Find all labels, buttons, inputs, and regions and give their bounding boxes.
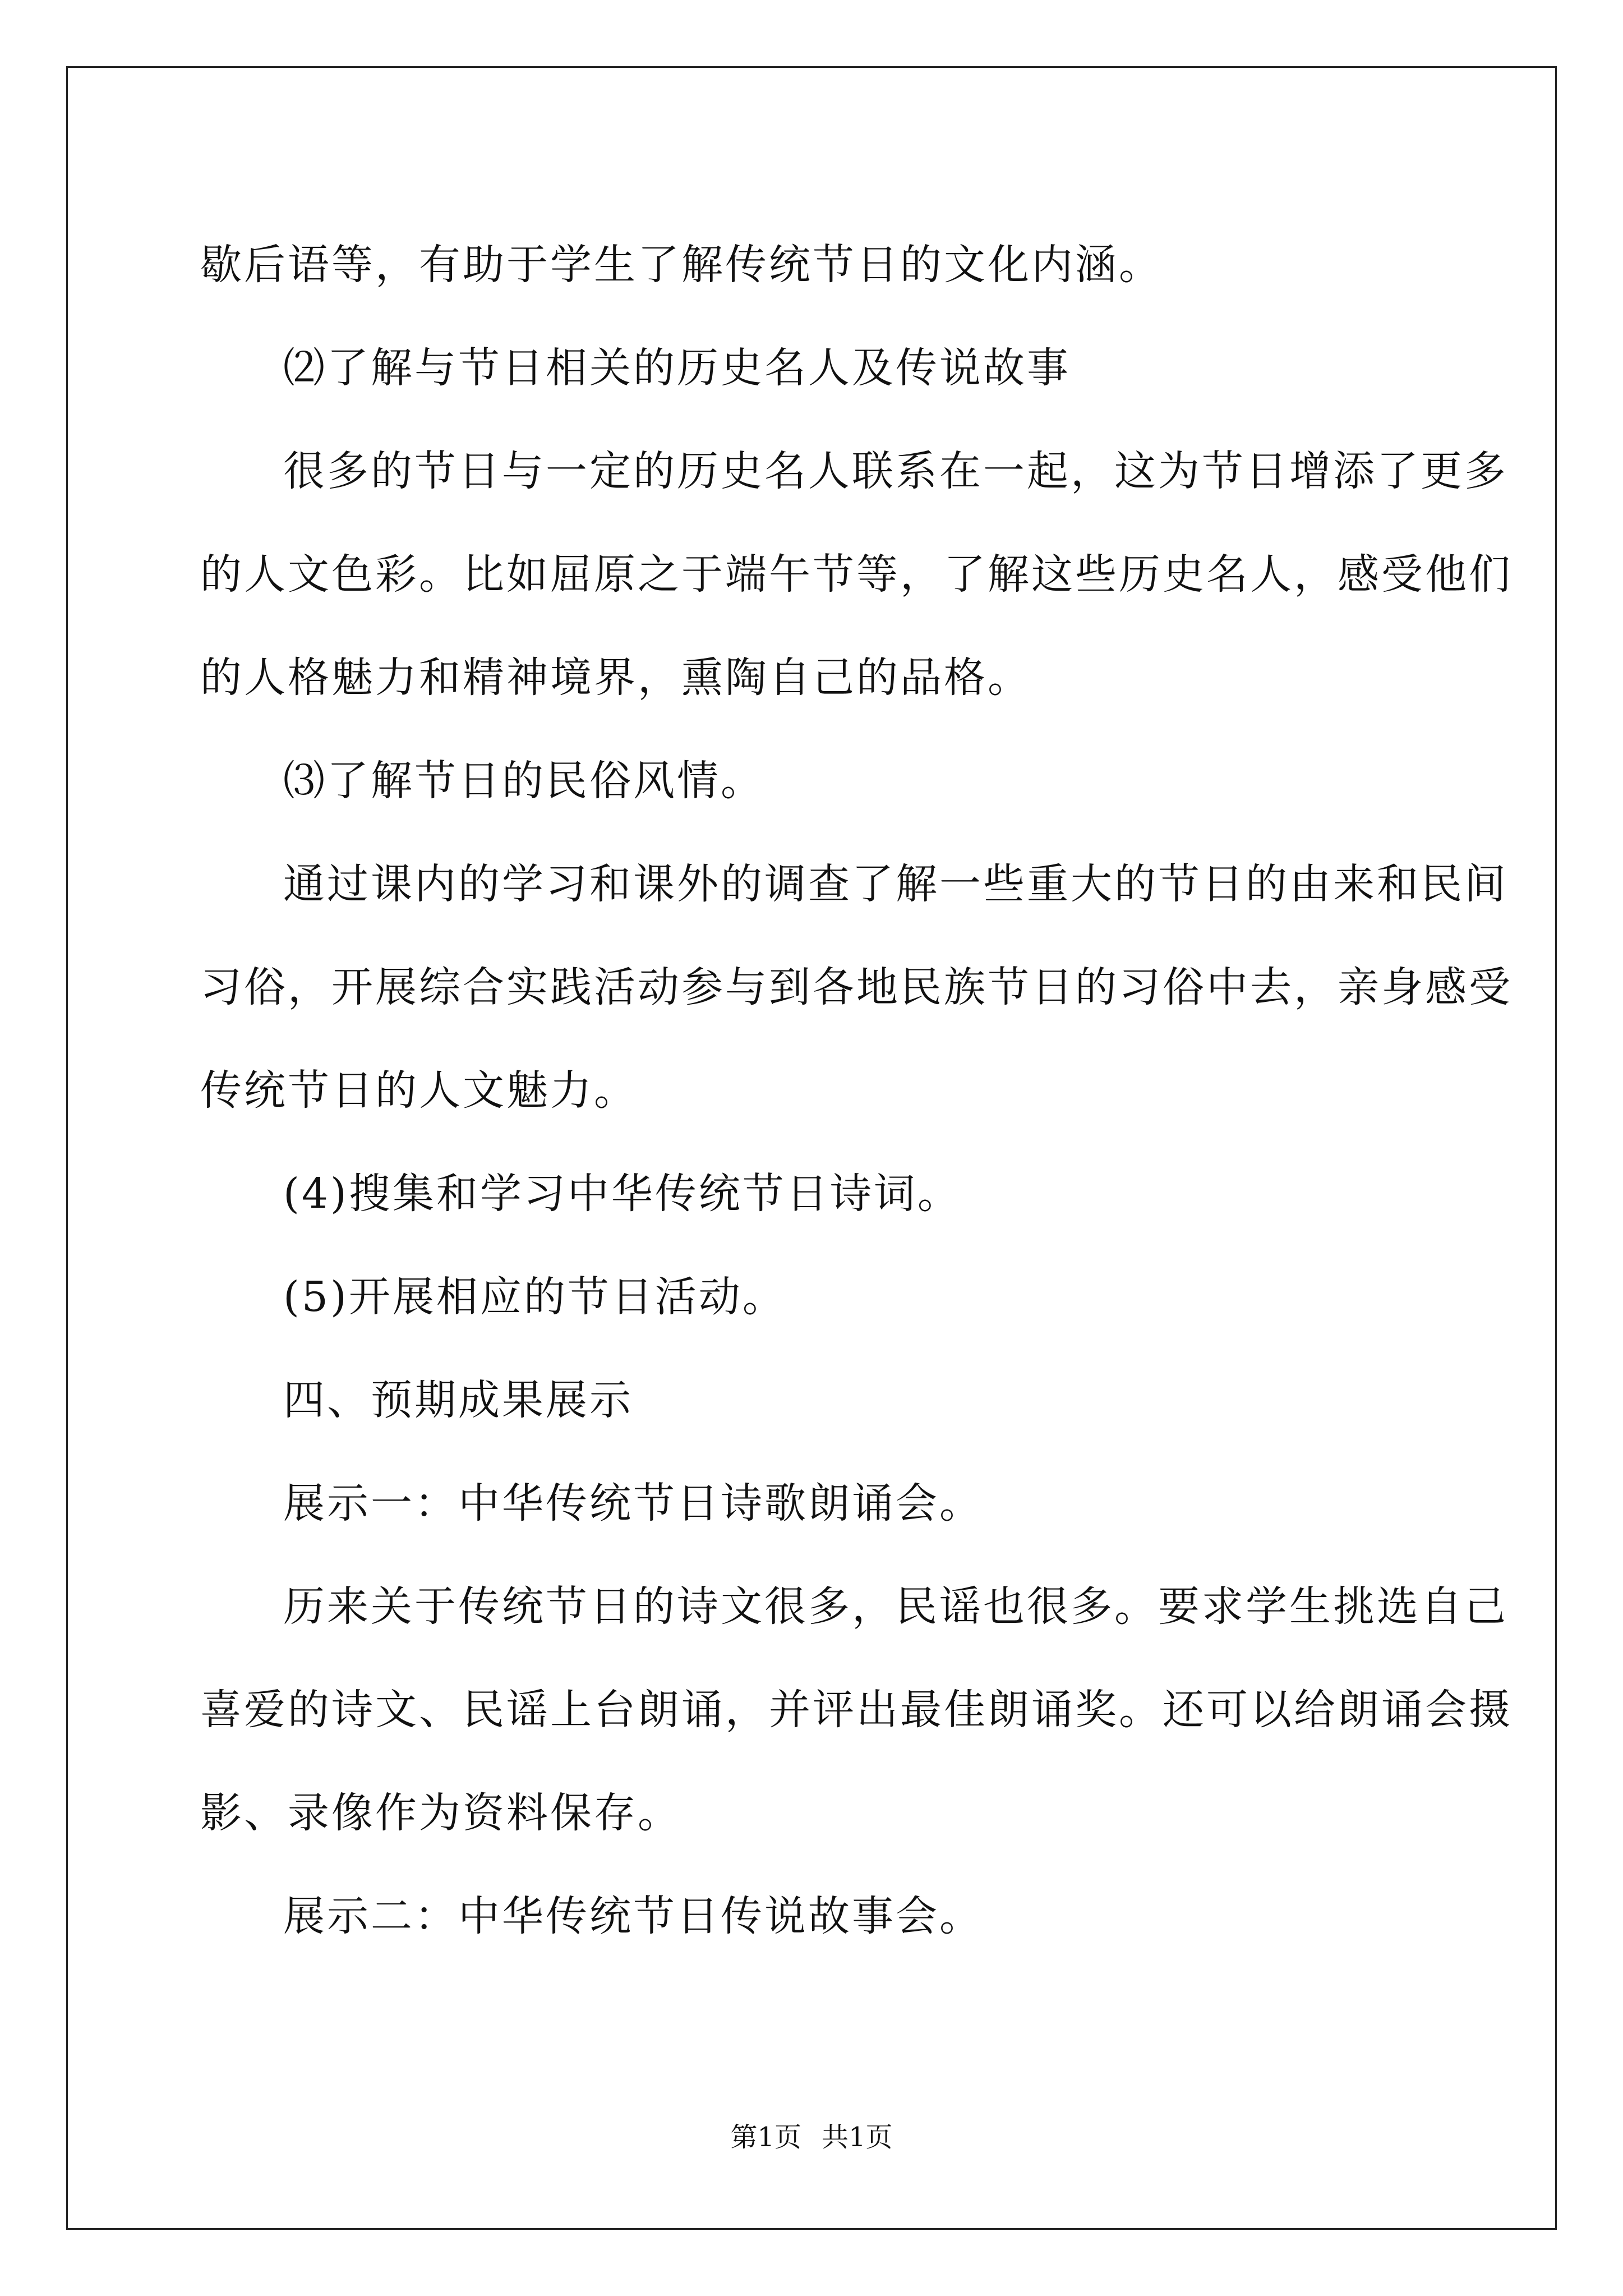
text-line: 的人格魅力和精神境界，熏陶自己的品格。 bbox=[200, 654, 1031, 702]
text-line: 习俗，开展综合实践活动参与到各地民族节日的习俗中去，亲身感受 bbox=[200, 963, 1513, 1011]
page-footer bbox=[0, 2120, 1623, 2154]
text-line: (5)开展相应的节日活动。 bbox=[283, 1273, 786, 1321]
text-line: 歇后语等，有助于学生了解传统节日的文化内涵。 bbox=[200, 241, 1163, 289]
text-line: 传统节日的人文魅力。 bbox=[200, 1066, 638, 1115]
text-line: 历来关于传统节日的诗文很多，民谣也很多。要求学生挑选自己 bbox=[283, 1582, 1508, 1631]
section-heading: 四、预期成果展示 bbox=[283, 1376, 633, 1424]
text-line: 通过课内的学习和课外的调查了解一些重大的节日的由来和民间 bbox=[283, 860, 1508, 908]
text-line: 展示二：中华传统节日传说故事会。 bbox=[283, 1892, 983, 1940]
text-line: ⑵了解与节日相关的历史名人及传说故事 bbox=[283, 344, 1071, 392]
page-number: 第1页 bbox=[730, 2122, 801, 2153]
text-line: 展示一：中华传统节日诗歌朗诵会。 bbox=[283, 1479, 983, 1527]
text-line: ⑶了解节日的民俗风情。 bbox=[283, 757, 764, 805]
page-total: 共1页 bbox=[822, 2122, 893, 2153]
text-line: 喜爱的诗文、民谣上台朗诵，并评出最佳朗诵奖。还可以给朗诵会摄 bbox=[200, 1686, 1513, 1734]
text-line: 很多的节日与一定的历史名人联系在一起，这为节日增添了更多 bbox=[283, 447, 1508, 495]
text-line: 的人文色彩。比如屈原之于端午节等，了解这些历史名人，感受他们 bbox=[200, 550, 1513, 599]
document-body bbox=[200, 213, 1513, 1968]
text-line: 影、录像作为资料保存。 bbox=[200, 1789, 681, 1837]
text-line: (4)搜集和学习中华传统节日诗词。 bbox=[283, 1170, 961, 1218]
